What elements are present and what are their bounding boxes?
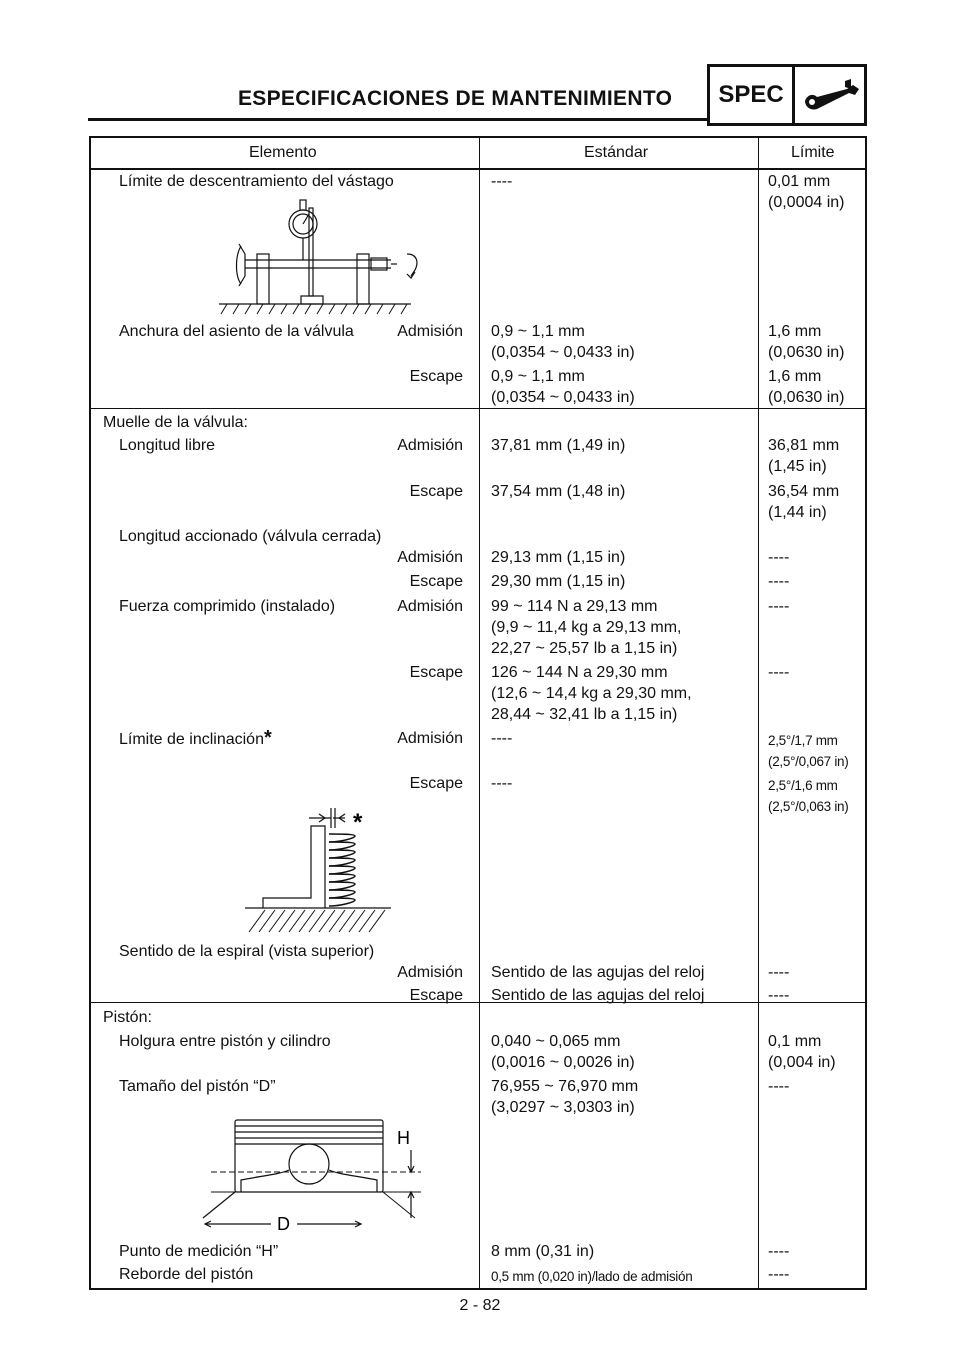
col-estandar: Estándar (584, 144, 649, 161)
tilt-exhaust-sub: Escape (409, 775, 463, 792)
installed-intake-std: 29,13 mm (1,15 in) (491, 549, 626, 566)
seat-exhaust-sub: Escape (409, 368, 463, 385)
force-intake-std-2: (9,9 ~ 11,4 kg a 29,13 mm, (491, 619, 682, 636)
figure-h-label: H (397, 1128, 410, 1148)
piston-clearance-lim-1: 0,1 mm (768, 1033, 822, 1050)
installed-intake-sub: Admisión (397, 549, 463, 566)
page-number: 2 - 82 (459, 1297, 501, 1314)
spec-table (89, 136, 867, 1290)
seat-width-label: Anchura del asiento de la válvula (119, 323, 354, 340)
force-intake-lim: ---- (768, 598, 790, 615)
stem-runout-std: ---- (491, 173, 513, 190)
col-limite: Límite (791, 144, 835, 161)
coil-direction-label: Sentido de la espiral (vista superior) (119, 943, 375, 960)
installed-length-label: Longitud accionado (válvula cerrada) (119, 528, 382, 545)
tilt-exhaust-lim-1: 2,5°/1,6 mm (768, 778, 838, 793)
seat-intake-std-1: 0,9 ~ 1,1 mm (491, 323, 585, 340)
piston-clearance-label: Holgura entre pistón y cilindro (119, 1033, 331, 1050)
seat-intake-lim-2: (0,0630 in) (768, 344, 845, 361)
table-header (91, 138, 865, 170)
spec-badge-label: SPEC (710, 67, 795, 123)
tilt-intake-sub: Admisión (397, 730, 463, 747)
piston-size-std-2: (3,0297 ~ 3,0303 in) (491, 1099, 635, 1116)
col-elemento: Elemento (249, 144, 317, 161)
section-divider-2 (91, 1002, 865, 1003)
force-exhaust-std-3: 28,44 ~ 32,41 lb a 1,15 in) (491, 706, 678, 723)
stem-runout-label: Límite de descentramiento del vástago (119, 173, 394, 190)
force-exhaust-sub: Escape (409, 664, 463, 681)
piston-size-lim: ---- (768, 1078, 790, 1095)
installed-intake-lim: ---- (768, 549, 790, 566)
free-intake-lim-2: (1,45 in) (768, 458, 827, 475)
force-intake-std-3: 22,27 ~ 25,57 lb a 1,15 in) (491, 640, 678, 657)
tilt-limit-text: Límite de inclinación (119, 731, 264, 748)
coil-exhaust-lim: ---- (768, 987, 790, 1004)
tilt-limit-label (119, 728, 272, 750)
tilt-limit-star: * (263, 727, 272, 749)
measuring-point-lim: ---- (768, 1243, 790, 1260)
force-exhaust-lim: ---- (768, 664, 790, 681)
spec-badge (707, 64, 867, 126)
seat-exhaust-lim-1: 1,6 mm (768, 368, 822, 385)
installed-exhaust-lim: ---- (768, 573, 790, 590)
tilt-intake-std: ---- (491, 730, 513, 747)
piston-figure (191, 1110, 431, 1238)
col-divider-2 (758, 138, 759, 1288)
free-intake-sub: Admisión (397, 437, 463, 454)
installed-exhaust-std: 29,30 mm (1,15 in) (491, 573, 626, 590)
compressed-force-label: Fuerza comprimido (instalado) (119, 598, 336, 615)
force-exhaust-std-1: 126 ~ 144 N a 29,30 mm (491, 664, 668, 681)
piston-offset-lim: ---- (768, 1266, 790, 1283)
dial-gauge-figure (211, 196, 431, 316)
free-exhaust-lim-2: (1,44 in) (768, 504, 827, 521)
wrench-icon (795, 67, 864, 123)
installed-exhaust-sub: Escape (409, 573, 463, 590)
free-length-label: Longitud libre (119, 437, 216, 454)
piston-size-label: Tamaño del pistón “D” (119, 1078, 276, 1095)
free-intake-lim-1: 36,81 mm (768, 437, 840, 454)
piston-size-std-1: 76,955 ~ 76,970 mm (491, 1078, 639, 1095)
force-exhaust-std-2: (12,6 ~ 14,4 kg a 29,30 mm, (491, 685, 692, 702)
seat-intake-sub: Admisión (397, 323, 463, 340)
piston-title: Pistón: (103, 1009, 152, 1026)
free-exhaust-sub: Escape (409, 483, 463, 500)
seat-exhaust-std-1: 0,9 ~ 1,1 mm (491, 368, 585, 385)
piston-clearance-std-2: (0,0016 ~ 0,0026 in) (491, 1054, 635, 1071)
stem-runout-lim-2: (0,0004 in) (768, 194, 845, 211)
valve-spring-title: Muelle de la válvula: (103, 414, 248, 431)
coil-exhaust-std: Sentido de las agujas del reloj (491, 987, 705, 1004)
stem-runout-lim-1: 0,01 mm (768, 173, 831, 190)
seat-intake-lim-1: 1,6 mm (768, 323, 822, 340)
figure-star: * (353, 809, 363, 836)
force-intake-sub: Admisión (397, 598, 463, 615)
col-divider-1 (479, 138, 480, 1288)
figure-d-label: D (277, 1214, 290, 1234)
page-title: ESPECIFICACIONES DE MANTENIMIENTO (238, 87, 673, 110)
tilt-intake-lim-1: 2,5°/1,7 mm (768, 733, 838, 748)
seat-intake-std-2: (0,0354 ~ 0,0433 in) (491, 344, 635, 361)
free-intake-std: 37,81 mm (1,49 in) (491, 437, 626, 454)
coil-intake-std: Sentido de las agujas del reloj (491, 964, 705, 981)
tilt-intake-lim-2: (2,5°/0,067 in) (768, 754, 849, 769)
piston-offset-label: Reborde del pistón (119, 1266, 254, 1283)
tilt-exhaust-std: ---- (491, 775, 513, 792)
section-divider-1 (91, 408, 865, 409)
free-exhaust-lim-1: 36,54 mm (768, 483, 840, 500)
seat-exhaust-lim-2: (0,0630 in) (768, 389, 845, 406)
coil-intake-sub: Admisión (397, 964, 463, 981)
piston-clearance-std-1: 0,040 ~ 0,065 mm (491, 1033, 621, 1050)
measuring-point-std: 8 mm (0,31 in) (491, 1243, 595, 1260)
header-rule (88, 118, 708, 121)
spring-tilt-figure (241, 798, 401, 938)
piston-offset-std: 0,5 mm (0,020 in)/lado de admisión (491, 1269, 693, 1284)
force-intake-std-1: 99 ~ 114 N a 29,13 mm (491, 598, 658, 615)
measuring-point-label: Punto de medición “H” (119, 1243, 279, 1260)
coil-exhaust-sub: Escape (409, 987, 463, 1004)
seat-exhaust-std-2: (0,0354 ~ 0,0433 in) (491, 389, 635, 406)
piston-clearance-lim-2: (0,004 in) (768, 1054, 836, 1071)
tilt-exhaust-lim-2: (2,5°/0,063 in) (768, 799, 849, 814)
free-exhaust-std: 37,54 mm (1,48 in) (491, 483, 626, 500)
coil-intake-lim: ---- (768, 964, 790, 981)
